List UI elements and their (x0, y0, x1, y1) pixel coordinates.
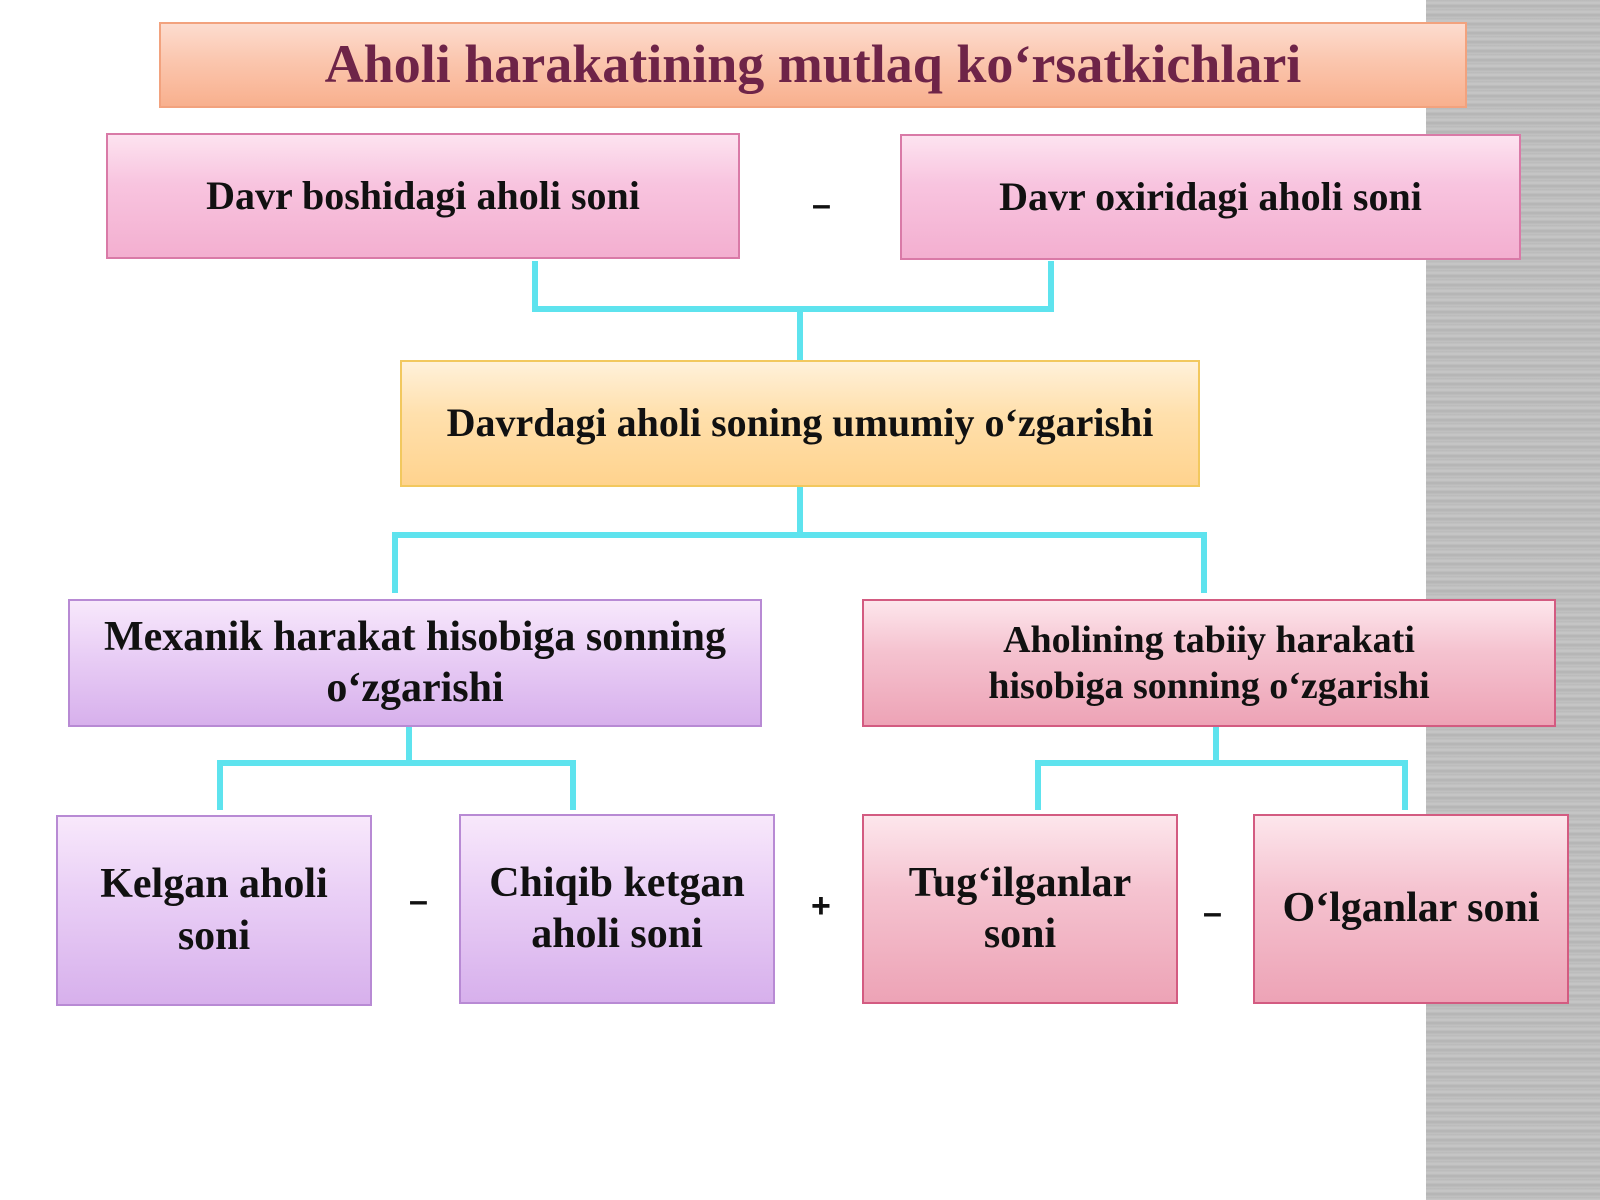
connector-mechanical-branch (220, 728, 573, 807)
natural-change-box: Aholining tabiiy harakati hisobiga sonning o‘zgarishi (862, 599, 1556, 727)
arrived-population-box: Kelgan aholi soni (56, 815, 372, 1006)
total-change-box: Davrdagi aholi soning umumiy o‘zgarishi (400, 360, 1200, 487)
connector-natural-branch (1038, 728, 1405, 807)
deaths-box: O‘lganlar soni (1253, 814, 1569, 1004)
end-population-box: Davr oxiridagi aholi soni (900, 134, 1521, 260)
bottom-left-minus-operator: – (409, 882, 428, 920)
bottom-right-minus-operator: – (1203, 894, 1222, 932)
departed-population-box: Chiqib ketgan aholi soni (459, 814, 775, 1004)
connector-top-merge (535, 264, 1051, 358)
connector-total-to-branches (395, 488, 1204, 590)
diagram-title: Aholi harakatining mutlaq ko‘rsatkichlari (159, 22, 1467, 108)
births-box: Tug‘ilganlar soni (862, 814, 1178, 1004)
start-population-box: Davr boshidagi aholi soni (106, 133, 740, 259)
mechanical-change-box: Mexanik harakat hisobiga sonning o‘zgarishi (68, 599, 762, 727)
top-minus-operator: – (812, 186, 831, 224)
bottom-plus-operator: + (811, 887, 831, 925)
